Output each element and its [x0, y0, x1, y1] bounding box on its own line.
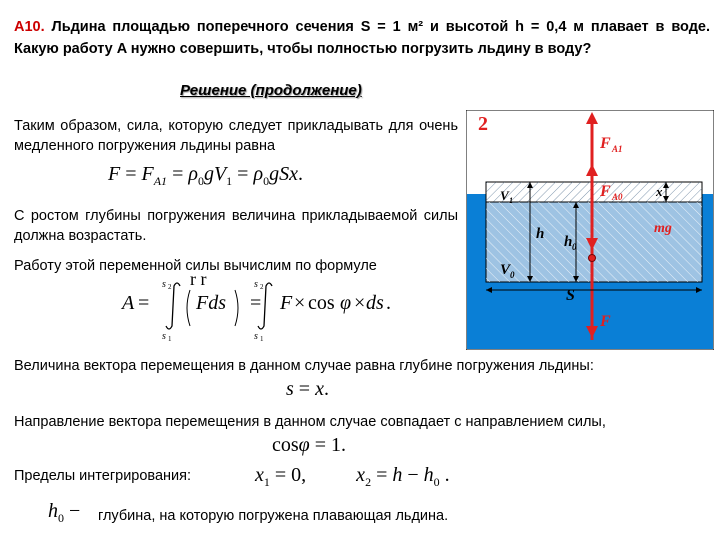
formula-h0-text: $h_0$ −	[48, 500, 81, 525]
label-v0: V	[500, 262, 511, 278]
section-subtitle: Решение (продолжение)	[180, 82, 362, 99]
upper-limit-2: s	[254, 279, 258, 290]
label-x: x	[656, 184, 663, 199]
label-v0-sub: 0	[510, 270, 515, 280]
phi-1: φ	[340, 292, 352, 314]
label-f-mid-sub: A0	[612, 192, 623, 202]
label-f-bottom: F	[600, 313, 611, 330]
eq-sign-1: =	[138, 292, 150, 314]
label-mg: mg	[654, 221, 672, 236]
formula-cos-text: cosφ = 1.	[272, 434, 347, 456]
lower-limit-1-sub: 1	[168, 335, 172, 343]
formula-limit-x1: $x_1 = 0$,	[255, 464, 307, 489]
formula-force	[108, 163, 428, 189]
label-v1-sub: 1	[509, 196, 513, 205]
formula-limit-x2: $x_2 = h - h_0$ .	[356, 464, 450, 489]
paren-right	[235, 290, 238, 326]
ice-diagram	[466, 110, 714, 350]
formula-limits	[255, 464, 450, 490]
label-h0: h	[564, 234, 573, 250]
label-s: S	[566, 287, 575, 304]
upper-limit-1: s	[162, 279, 166, 290]
lower-limit-2: s	[254, 331, 258, 342]
problem-text: Льдина площадью поперечного сечения S = 1 м² и высотой h = 0,4 м плавает в воде. Какую работу A нужно совершить, чтобы полностью погрузить льдину в воду?	[14, 19, 710, 57]
paragraph-5: Направление вектора перемещения в данном случае совпадает с направлением силы,	[14, 414, 606, 430]
period-1: .	[386, 292, 391, 314]
formula-force-text: $F = F_{A1} = \rho_0gV_1 = \rho_0gSx$.	[108, 163, 303, 188]
label-h0-sub: 0	[572, 242, 577, 252]
formula-work-svg	[118, 276, 418, 346]
ice-diagram-svg	[466, 110, 714, 350]
label-h: h	[536, 226, 545, 242]
formula-cos	[272, 434, 346, 457]
diagram-number: 2	[478, 113, 488, 135]
paragraph-4: Величина вектора перемещения в данном случае равна глубине погружения льдины:	[14, 358, 594, 374]
ds-1: ds	[366, 292, 384, 314]
formula-work	[118, 276, 418, 346]
work-F: Fds	[196, 292, 226, 314]
label-f-top: F	[600, 135, 611, 152]
formula-s-text: s = x.	[286, 378, 329, 400]
lower-limit-2-sub: 1	[260, 335, 264, 343]
label-f-mid: F	[600, 183, 611, 200]
label-fa1-hidden: F A1	[652, 236, 655, 237]
upper-limit-2-sub: 2	[260, 283, 264, 291]
paragraph-2: С ростом глубины погружения величина прикладываемой силы должна возрастать.	[14, 208, 458, 244]
work-F2: F	[280, 292, 293, 314]
center-of-mass-dot	[589, 255, 596, 262]
times-1: ×	[294, 292, 306, 314]
problem-number: А10.	[14, 19, 45, 35]
times-2: ×	[354, 292, 366, 314]
formula-h0	[48, 500, 80, 526]
vector-arrows: r r	[190, 276, 207, 289]
label-f-top-sub: A1	[612, 144, 623, 154]
problem-statement	[14, 16, 710, 60]
cos-1: cos	[308, 292, 335, 314]
ice-top-hatch	[486, 182, 702, 202]
paren-left	[187, 290, 190, 326]
paragraph-1: Таким образом, сила, которую следует прикладывать для очень медленного погружения льдины равна	[14, 118, 458, 154]
paragraph-3: Работу этой переменной силы вычислим по формуле	[14, 258, 377, 274]
work-A: A	[122, 292, 135, 314]
paragraph-7: глубина, на которую погружена плавающая льдина.	[98, 508, 449, 524]
upper-limit-1-sub: 2	[168, 283, 172, 291]
lower-limit-1: s	[162, 331, 166, 342]
paragraph-6: Пределы интегрирования:	[14, 468, 192, 484]
label-v1: V	[500, 188, 509, 203]
formula-s	[286, 378, 329, 401]
eq-sign-2: =	[250, 292, 262, 314]
